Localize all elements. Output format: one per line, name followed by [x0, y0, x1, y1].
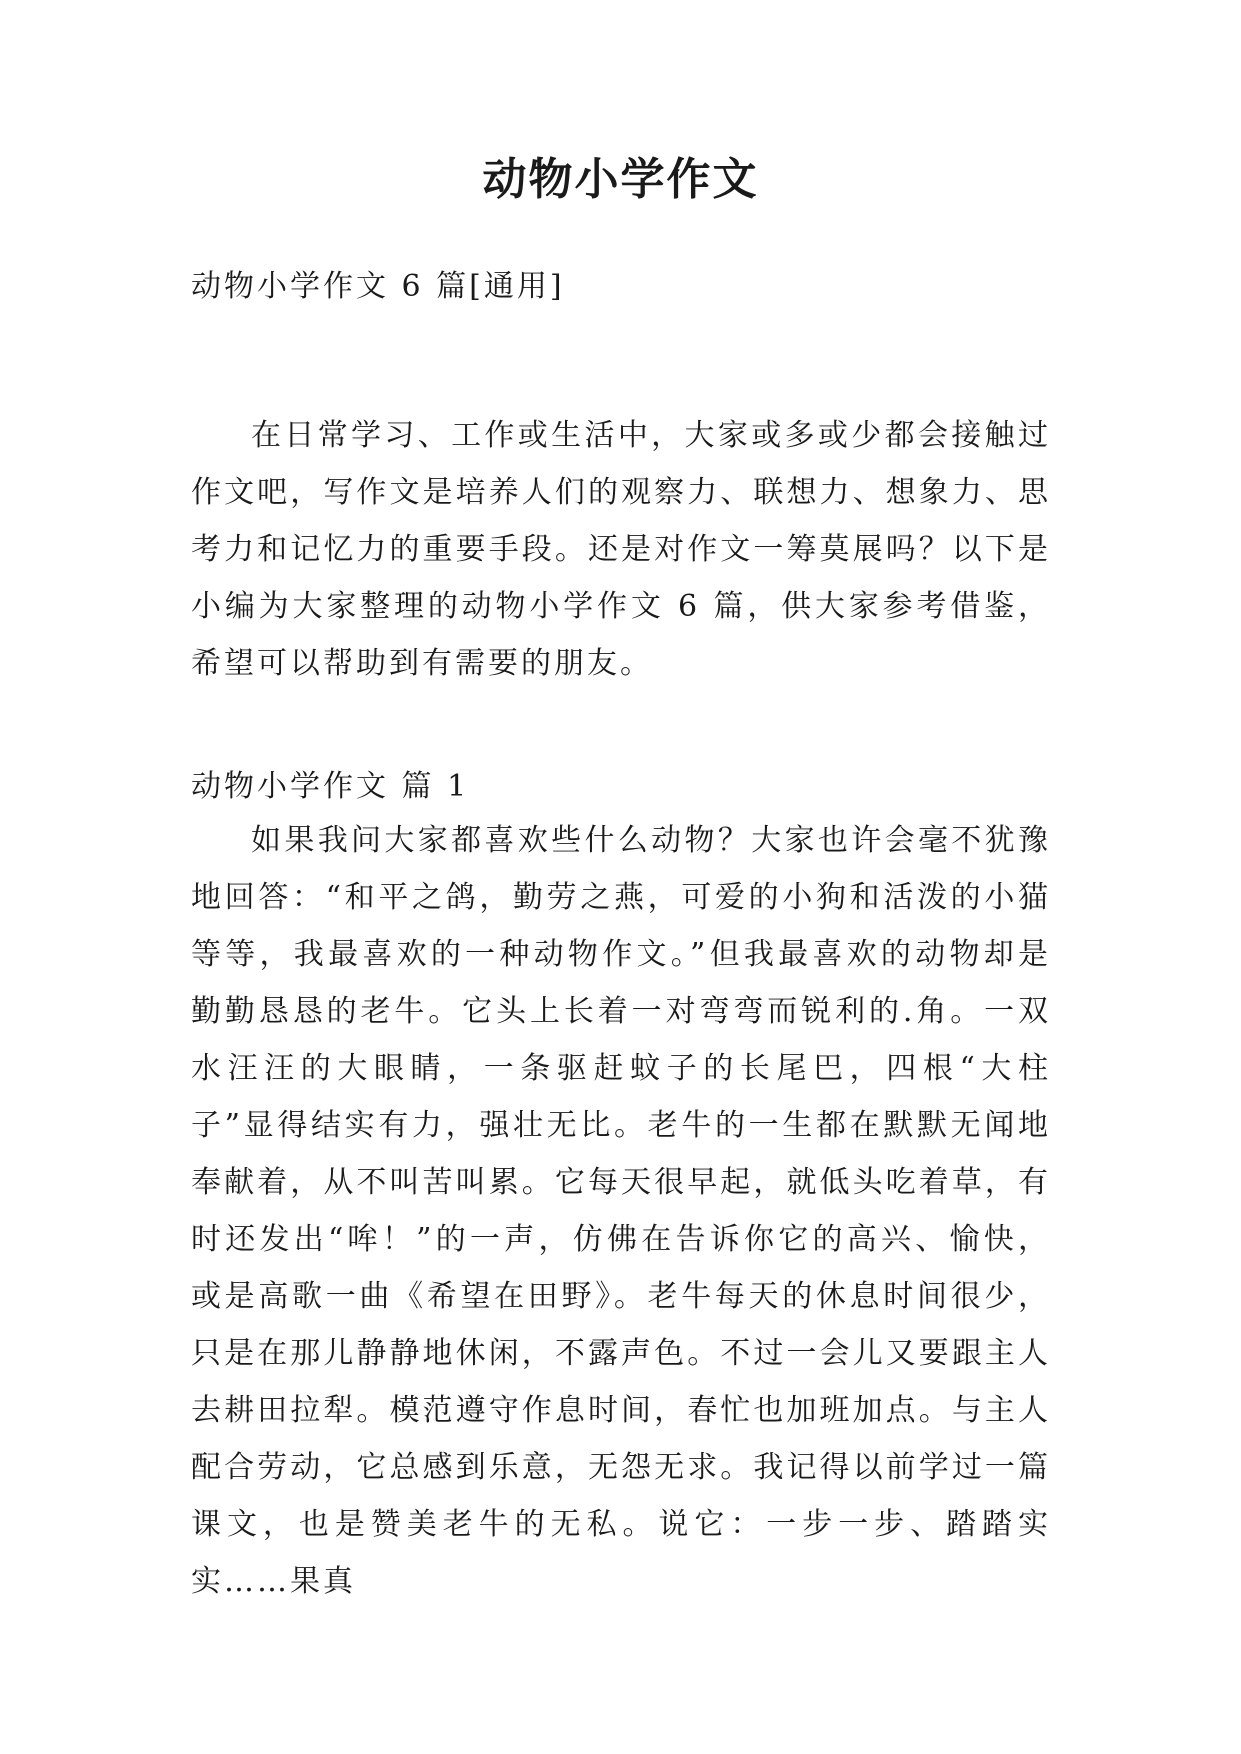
section-body-paragraph: 如果我问大家都喜欢些什么动物？大家也许会毫不犹豫地回答：“和平之鸽，勤劳之燕，可爱的小狗和活泼的小猫等等，我最喜欢的一种动物作文。”但我最喜欢的动物却是勤勤恳恳的老牛。它头上长着一对弯弯而锐利的.角。一双水汪汪的大眼睛，一条驱赶蚊子的长尾巴，四根“大柱子”显得结实有力，强壮无比。老牛的一生都在默默无闻地奉献着，从不叫苦叫累。它每天很早起，就低头吃着草，有时还发出“哞！”的一声，仿佛在告诉你它的高兴、愉快，或是高歌一曲《希望在田野》。老牛每天的休息时间很少，只是在那儿静静地休闲，不露声色。不过一会儿又要跟主人去耕田拉犁。模范遵守作息时间，春忙也加班加点。与主人配合劳动，它总感到乐意，无怨无求。我记得以前学过一篇课文，也是赞美老牛的无私。说它：一步一步、踏踏实实……果真 [191, 823, 1051, 1599]
document-subtitle: 动物小学作文 6 篇[通用] [191, 269, 565, 304]
section-heading: 动物小学作文 篇 1 [191, 769, 470, 804]
document-title: 动物小学作文 [482, 154, 759, 205]
intro-paragraph: 在日常学习、工作或生活中，大家或多或少都会接触过作文吧，写作文是培养人们的观察力、联想力、想象力、思考力和记忆力的重要手段。还是对作文一筹莫展吗？以下是小编为大家整理的动物小学作文 6 篇，供大家参考借鉴，希望可以帮助到有需要的朋友。 [191, 418, 1051, 681]
